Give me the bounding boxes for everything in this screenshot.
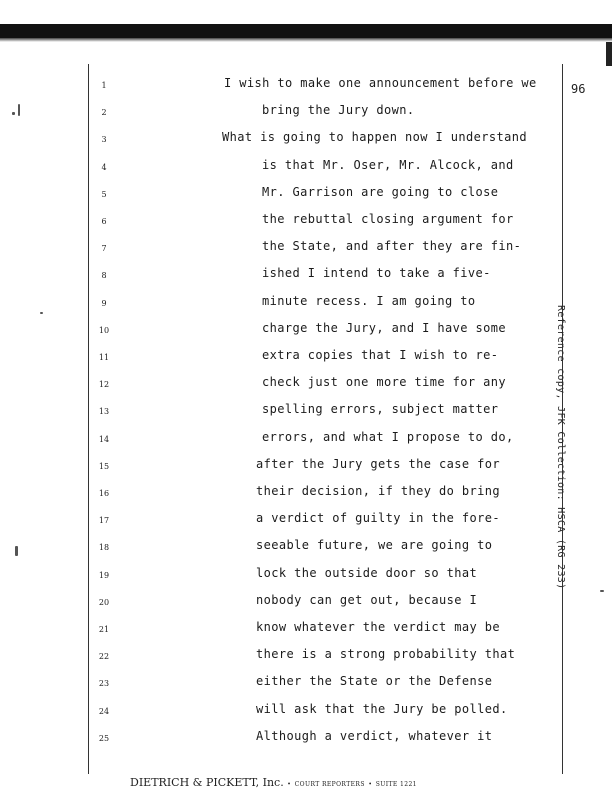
transcript-line: check just one more time for any: [262, 375, 506, 390]
line-number: 2: [101, 108, 107, 118]
scan-top-shadow: [0, 38, 612, 42]
line-number: 11: [98, 353, 110, 362]
line-number: 14: [98, 434, 110, 444]
line-number: 10: [98, 325, 110, 335]
page-number: 96: [571, 82, 586, 96]
transcript-line: lock the outside door so that: [256, 565, 478, 580]
line-number: 7: [101, 244, 107, 254]
footer-suite: SUITE 1221: [375, 781, 417, 788]
line-number: 17: [98, 516, 110, 526]
scan-speck: [600, 590, 604, 592]
transcript-line: know whatever the verdict may be: [256, 620, 500, 634]
transcript-line: I wish to make one announcement before we: [224, 76, 537, 90]
scan-top-border: [0, 24, 612, 38]
transcript-line: a verdict of guilty in the fore-: [256, 511, 500, 526]
transcript-line: their decision, if they do bring: [256, 484, 500, 498]
left-margin-rule: [88, 64, 89, 774]
line-number: 22: [98, 652, 110, 662]
line-number: 4: [101, 162, 107, 172]
footer-bullet-1: •: [287, 781, 292, 788]
scan-speck: [18, 104, 20, 116]
transcript-line: extra copies that I wish to re-: [262, 348, 499, 362]
line-number: 3: [101, 135, 107, 145]
line-number: 16: [98, 489, 110, 498]
transcript-line: will ask that the Jury be polled.: [256, 701, 508, 716]
transcript-line: charge the Jury, and I have some: [262, 320, 506, 335]
line-number: 9: [101, 298, 107, 308]
transcript-line: Mr. Garrison are going to close: [262, 184, 499, 199]
footer: [130, 776, 417, 789]
transcript-line: errors, and what I propose to do,: [262, 429, 514, 444]
line-number: 1: [101, 81, 107, 90]
line-number: 23: [98, 679, 110, 689]
transcript-line: there is a strong probability that: [256, 647, 516, 662]
scan-speck: [15, 546, 18, 556]
line-number: 25: [98, 733, 110, 743]
transcript-line: after the Jury gets the case for: [256, 456, 500, 471]
transcript-line: is that Mr. Oser, Mr. Alcock, and: [262, 157, 514, 172]
scan-corner-mark: [606, 42, 612, 66]
transcript-line: either the State or the Defense: [256, 674, 493, 689]
scan-speck: [12, 112, 15, 115]
transcript-line: What is going to happen now I understand: [222, 130, 527, 145]
scan-speck: [40, 312, 43, 314]
transcript-line: ished I intend to take a five-: [262, 266, 491, 281]
line-number: 13: [98, 407, 110, 417]
line-number: 21: [98, 625, 110, 634]
footer-company: DIETRICH & PICKETT, Inc.: [130, 776, 284, 789]
transcript-line: minute recess. I am going to: [262, 293, 476, 308]
transcript-line: the State, and after they are fin-: [262, 239, 522, 254]
line-number: 6: [101, 217, 107, 226]
line-number: 8: [101, 271, 107, 281]
line-number: 15: [98, 461, 110, 471]
line-number: 12: [98, 380, 110, 390]
line-number: 20: [98, 597, 110, 607]
transcript-line: nobody can get out, because I: [256, 592, 478, 607]
footer-bullet-2: •: [368, 781, 373, 788]
line-number: 19: [98, 570, 110, 580]
transcript-line: spelling errors, subject matter: [262, 402, 499, 417]
line-number: 24: [98, 706, 110, 716]
line-number: 5: [101, 189, 107, 199]
transcript-line: the rebuttal closing argument for: [262, 212, 514, 226]
reference-copy-stamp: Reference copy, JFK Collection: HSCA (RG 233): [555, 305, 566, 590]
footer-service: COURT REPORTERS: [294, 781, 365, 788]
line-number: 18: [98, 543, 110, 553]
transcript-line: seeable future, we are going to: [256, 538, 493, 553]
transcript-line: Although a verdict, whatever it: [256, 728, 493, 743]
transcript-line: bring the Jury down.: [262, 103, 415, 118]
